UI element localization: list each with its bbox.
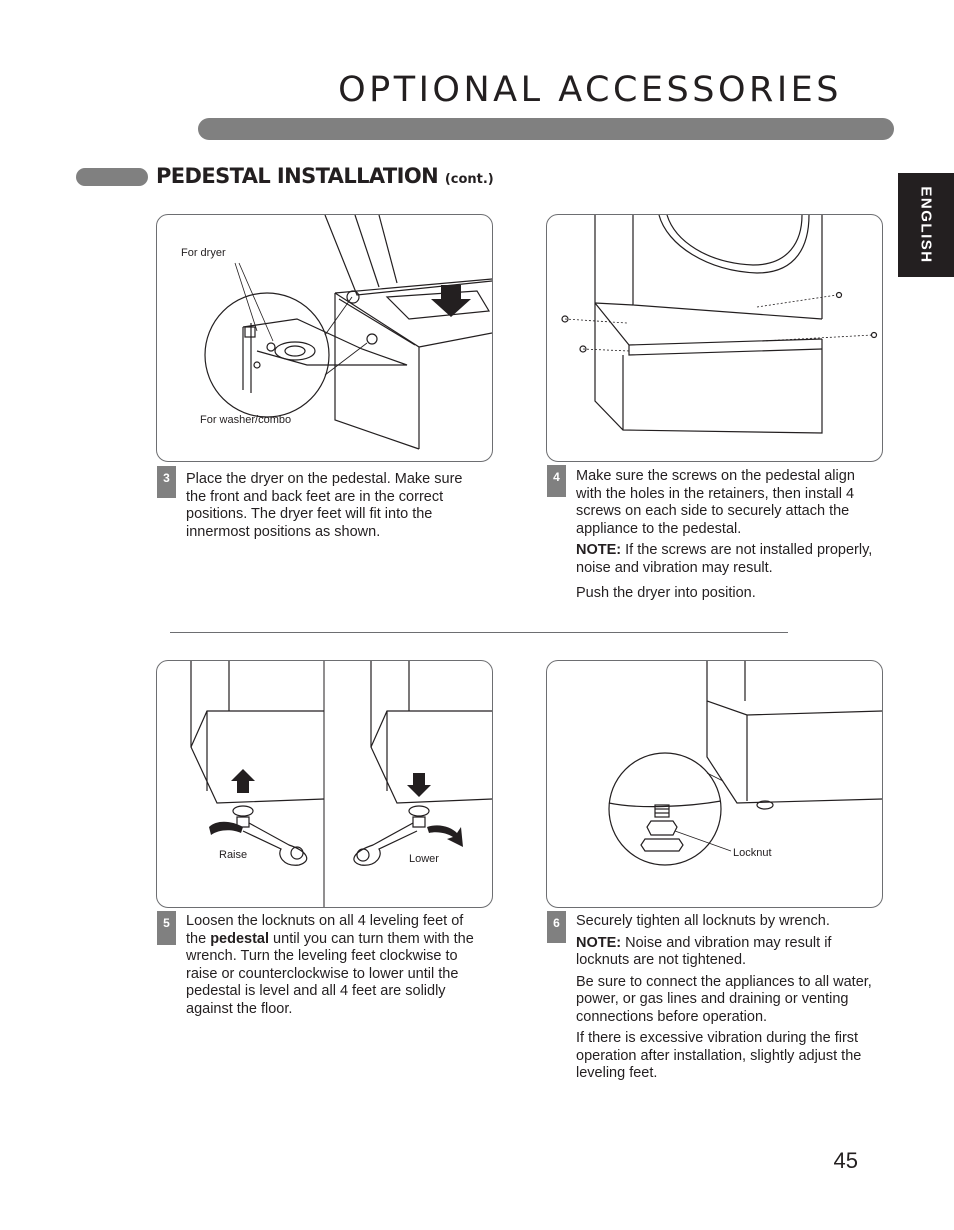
- step-5-instruction: [186, 913, 486, 1018]
- step-3-number: 3: [157, 466, 176, 498]
- step-4-illustration: [546, 214, 883, 462]
- label-raise: Raise: [219, 849, 248, 861]
- step-4-text: [576, 468, 876, 607]
- page-number: 45: [833, 1148, 858, 1173]
- step-4-note-text: If the screws are not installed properly, noise and vibration may result.: [576, 542, 873, 576]
- step-3-text: [186, 471, 486, 545]
- step-4-number: 4: [547, 465, 566, 497]
- language-tab-label: ENGLISH: [917, 186, 935, 264]
- step-4-extra: Push the dryer into position.: [576, 585, 756, 601]
- section-title-suffix: (cont.): [444, 172, 494, 187]
- step-5-text-after: until you can turn them with the wrench. Turn the leveling feet clockwise to raise or counterclockwise to lower until the pedestal is level and all 4 feet are solidly against the floor.: [186, 930, 474, 1017]
- screw-install-illustration: [547, 215, 882, 461]
- section-divider: [170, 632, 788, 633]
- title-underline-bar: [198, 118, 894, 140]
- step-5-text: [186, 913, 486, 1022]
- step-6-note-label: NOTE:: [576, 934, 622, 951]
- step-5-text-before: Loosen the locknuts on all 4 leveling feet of the: [186, 913, 464, 947]
- step-6-note-text: Noise and vibration may result if locknuts are not tightened.: [576, 934, 832, 968]
- language-tab: [898, 173, 954, 277]
- step-5-text-bold: pedestal: [210, 930, 270, 947]
- step-4-note: [576, 542, 876, 577]
- section-marker: [76, 168, 148, 186]
- section-title: [156, 164, 494, 188]
- leveling-feet-illustration: [157, 661, 492, 907]
- step-4-note-label: NOTE:: [576, 542, 622, 558]
- step-6-extra-2: If there is excessive vibration during the first operation after installation, slightly adjust the leveling feet.: [576, 1030, 862, 1081]
- step-6-instruction: Securely tighten all locknuts by wrench.: [576, 913, 830, 929]
- step-5-illustration: [156, 660, 493, 908]
- section-title-text: PEDESTAL INSTALLATION: [156, 164, 439, 188]
- label-locknut: Locknut: [733, 847, 772, 859]
- step-5-number: 5: [157, 911, 176, 945]
- step-4-instruction: Make sure the screws on the pedestal align with the holes in the retainers, then install 4 screws on each side to securely attach the appliance to the pedestal.: [576, 468, 855, 537]
- page-title: OPTIONAL ACCESSORIES: [338, 70, 842, 110]
- label-lower: Lower: [409, 853, 439, 865]
- step-6-note: [576, 935, 876, 970]
- locknut-illustration: [547, 661, 882, 907]
- step-3-illustration: [156, 214, 493, 462]
- step-6-extra-1: Be sure to connect the appliances to all water, power, or gas lines and draining or venting connections before operation.: [576, 973, 872, 1025]
- step-6-illustration: [546, 660, 883, 908]
- step-6-number: 6: [547, 911, 566, 943]
- step-3-instruction: Place the dryer on the pedestal. Make sure the front and back feet are in the correct positions. The dryer feet will fit into the innermost positions as shown.: [186, 471, 463, 540]
- label-for-dryer: For dryer: [181, 247, 226, 259]
- label-for-washer-combo: For washer/combo: [200, 414, 292, 426]
- step-6-text: [576, 913, 876, 1087]
